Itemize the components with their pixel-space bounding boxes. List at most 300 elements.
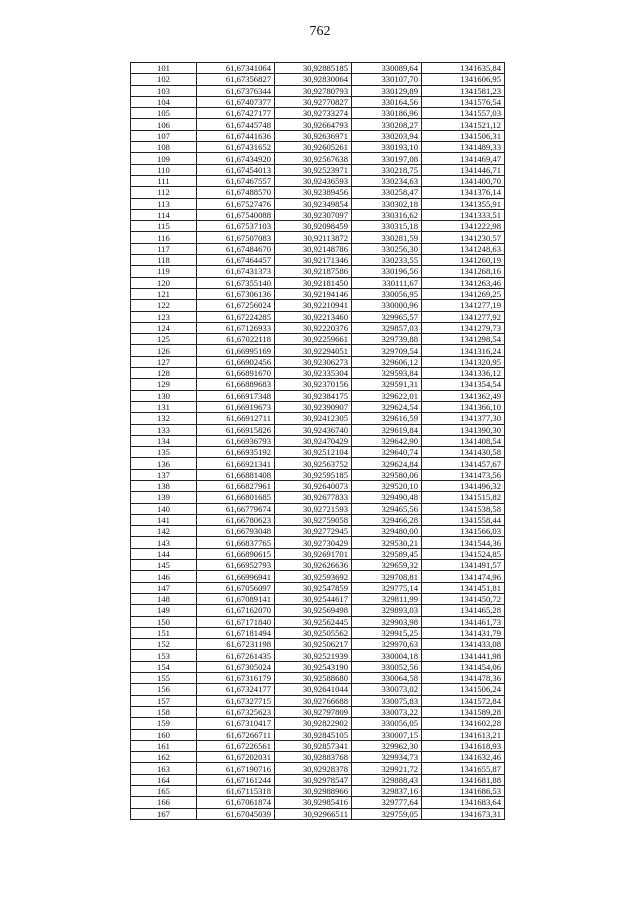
x-coordinate-cell: 330234,63 [352,175,422,186]
table-row [131,175,505,186]
table-row [131,311,505,322]
longitude-cell: 30,92857341 [275,740,352,751]
point-number-cell: 125 [131,334,197,345]
point-number-cell: 116 [131,232,197,243]
table-row [131,650,505,661]
latitude-cell: 61,67056097 [197,582,275,593]
point-number-cell: 106 [131,119,197,130]
table-row [131,63,505,74]
table-row [131,243,505,254]
point-number-cell: 140 [131,503,197,514]
latitude-cell: 61,67126933 [197,322,275,333]
y-coordinate-cell: 1341474,96 [422,571,505,582]
x-coordinate-cell: 329490,48 [352,492,422,503]
point-number-cell: 139 [131,492,197,503]
table-row [131,729,505,740]
y-coordinate-cell: 1341355,91 [422,198,505,209]
table-row [131,752,505,763]
table-row [131,142,505,153]
longitude-cell: 30,92664793 [275,119,352,130]
longitude-cell: 30,92390907 [275,401,352,412]
latitude-cell: 61,66779674 [197,503,275,514]
latitude-cell: 61,67162070 [197,605,275,616]
table-row [131,164,505,175]
y-coordinate-cell: 1341230,57 [422,232,505,243]
longitude-cell: 30,92780793 [275,85,352,96]
x-coordinate-cell: 329624,84 [352,458,422,469]
y-coordinate-cell: 1341400,70 [422,175,505,186]
table-row [131,108,505,119]
latitude-cell: 61,67022118 [197,334,275,345]
x-coordinate-cell: 329857,03 [352,322,422,333]
table-row [131,187,505,198]
table-row [131,639,505,650]
y-coordinate-cell: 1341366,10 [422,401,505,412]
point-number-cell: 114 [131,209,197,220]
longitude-cell: 30,92988966 [275,786,352,797]
x-coordinate-cell: 329659,32 [352,560,422,571]
y-coordinate-cell: 1341566,03 [422,526,505,537]
point-number-cell: 113 [131,198,197,209]
y-coordinate-cell: 1341446,71 [422,164,505,175]
longitude-cell: 30,92370156 [275,379,352,390]
point-number-cell: 103 [131,85,197,96]
latitude-cell: 61,66793048 [197,526,275,537]
latitude-cell: 61,67464457 [197,255,275,266]
x-coordinate-cell: 329580,06 [352,469,422,480]
y-coordinate-cell: 1341457,67 [422,458,505,469]
y-coordinate-cell: 1341433,08 [422,639,505,650]
y-coordinate-cell: 1341576,54 [422,96,505,107]
table-row [131,424,505,435]
table-row [131,616,505,627]
x-coordinate-cell: 330111,67 [352,277,422,288]
latitude-cell: 61,66936793 [197,435,275,446]
point-number-cell: 154 [131,661,197,672]
longitude-cell: 30,92985416 [275,797,352,808]
point-number-cell: 150 [131,616,197,627]
point-number-cell: 127 [131,356,197,367]
point-number-cell: 131 [131,401,197,412]
latitude-cell: 61,67454013 [197,164,275,175]
longitude-cell: 30,92822902 [275,718,352,729]
x-coordinate-cell: 330089,64 [352,63,422,74]
point-number-cell: 117 [131,243,197,254]
x-coordinate-cell: 330256,30 [352,243,422,254]
latitude-cell: 61,67467557 [197,175,275,186]
table-row [131,582,505,593]
y-coordinate-cell: 1341408,54 [422,435,505,446]
y-coordinate-cell: 1341606,95 [422,74,505,85]
y-coordinate-cell: 1341461,73 [422,616,505,627]
latitude-cell: 61,66921341 [197,458,275,469]
point-number-cell: 110 [131,164,197,175]
longitude-cell: 30,92593692 [275,571,352,582]
longitude-cell: 30,92626636 [275,560,352,571]
latitude-cell: 61,67061874 [197,797,275,808]
x-coordinate-cell: 329520,10 [352,480,422,491]
longitude-cell: 30,92759058 [275,514,352,525]
longitude-cell: 30,92563752 [275,458,352,469]
point-number-cell: 119 [131,266,197,277]
longitude-cell: 30,92294051 [275,345,352,356]
x-coordinate-cell: 329903,98 [352,616,422,627]
x-coordinate-cell: 330258,47 [352,187,422,198]
point-number-cell: 124 [131,322,197,333]
x-coordinate-cell: 329811,99 [352,593,422,604]
latitude-cell: 61,67115318 [197,786,275,797]
y-coordinate-cell: 1341581,23 [422,85,505,96]
x-coordinate-cell: 330052,56 [352,661,422,672]
y-coordinate-cell: 1341377,30 [422,413,505,424]
longitude-cell: 30,92210941 [275,300,352,311]
longitude-cell: 30,92505562 [275,627,352,638]
x-coordinate-cell: 329466,28 [352,514,422,525]
table-row [131,797,505,808]
point-number-cell: 161 [131,740,197,751]
longitude-cell: 30,92562445 [275,616,352,627]
point-number-cell: 160 [131,729,197,740]
point-number-cell: 144 [131,548,197,559]
table-row [131,288,505,299]
point-number-cell: 141 [131,514,197,525]
x-coordinate-cell: 330107,70 [352,74,422,85]
x-coordinate-cell: 329642,90 [352,435,422,446]
latitude-cell: 61,67356827 [197,74,275,85]
table-row [131,673,505,684]
point-number-cell: 129 [131,379,197,390]
y-coordinate-cell: 1341268,16 [422,266,505,277]
table-row [131,605,505,616]
point-number-cell: 162 [131,752,197,763]
x-coordinate-cell: 330000,96 [352,300,422,311]
table-row [131,119,505,130]
table-row [131,221,505,232]
point-number-cell: 148 [131,593,197,604]
longitude-cell: 30,92547859 [275,582,352,593]
y-coordinate-cell: 1341618,93 [422,740,505,751]
y-coordinate-cell: 1341277,92 [422,311,505,322]
x-coordinate-cell: 329934,73 [352,752,422,763]
table-row [131,808,505,819]
x-coordinate-cell: 330218,75 [352,164,422,175]
y-coordinate-cell: 1341496,32 [422,480,505,491]
longitude-cell: 30,92384175 [275,390,352,401]
table-row [131,695,505,706]
x-coordinate-cell: 329622,01 [352,390,422,401]
x-coordinate-cell: 329921,72 [352,763,422,774]
latitude-cell: 61,67231198 [197,639,275,650]
y-coordinate-cell: 1341632,46 [422,752,505,763]
point-number-cell: 126 [131,345,197,356]
point-number-cell: 120 [131,277,197,288]
x-coordinate-cell: 330208,27 [352,119,422,130]
x-coordinate-cell: 329965,57 [352,311,422,322]
x-coordinate-cell: 329739,88 [352,334,422,345]
longitude-cell: 30,92636971 [275,130,352,141]
longitude-cell: 30,92770827 [275,96,352,107]
latitude-cell: 61,67376344 [197,85,275,96]
page-number: 762 [309,24,331,39]
coordinates-table-body [131,63,505,820]
longitude-cell: 30,92187586 [275,266,352,277]
y-coordinate-cell: 1341362,49 [422,390,505,401]
table-row [131,232,505,243]
x-coordinate-cell: 329589,45 [352,548,422,559]
table-row [131,368,505,379]
latitude-cell: 61,67324177 [197,684,275,695]
y-coordinate-cell: 1341454,06 [422,661,505,672]
table-row [131,593,505,604]
longitude-cell: 30,92721593 [275,503,352,514]
x-coordinate-cell: 330196,56 [352,266,422,277]
x-coordinate-cell: 330004,18 [352,650,422,661]
x-coordinate-cell: 329616,59 [352,413,422,424]
point-number-cell: 164 [131,774,197,785]
longitude-cell: 30,92148786 [275,243,352,254]
y-coordinate-cell: 1341277,19 [422,300,505,311]
longitude-cell: 30,92883768 [275,752,352,763]
point-number-cell: 155 [131,673,197,684]
x-coordinate-cell: 330073,22 [352,706,422,717]
longitude-cell: 30,92928378 [275,763,352,774]
point-number-cell: 151 [131,627,197,638]
point-number-cell: 108 [131,142,197,153]
x-coordinate-cell: 330164,56 [352,96,422,107]
latitude-cell: 61,66912711 [197,413,275,424]
y-coordinate-cell: 1341521,12 [422,119,505,130]
latitude-cell: 61,67226561 [197,740,275,751]
x-coordinate-cell: 329640,74 [352,447,422,458]
point-number-cell: 102 [131,74,197,85]
latitude-cell: 61,66837765 [197,537,275,548]
latitude-cell: 61,67441636 [197,130,275,141]
y-coordinate-cell: 1341491,57 [422,560,505,571]
x-coordinate-cell: 329480,00 [352,526,422,537]
point-number-cell: 163 [131,763,197,774]
point-number-cell: 138 [131,480,197,491]
table-row [131,435,505,446]
y-coordinate-cell: 1341572,84 [422,695,505,706]
longitude-cell: 30,92691701 [275,548,352,559]
table-row [131,266,505,277]
longitude-cell: 30,92978547 [275,774,352,785]
x-coordinate-cell: 329915,25 [352,627,422,638]
x-coordinate-cell: 329777,64 [352,797,422,808]
longitude-cell: 30,92567638 [275,153,352,164]
point-number-cell: 107 [131,130,197,141]
latitude-cell: 61,67171840 [197,616,275,627]
x-coordinate-cell: 330233,55 [352,255,422,266]
latitude-cell: 61,67488570 [197,187,275,198]
point-number-cell: 105 [131,108,197,119]
table-row [131,413,505,424]
y-coordinate-cell: 1341248,63 [422,243,505,254]
table-row [131,548,505,559]
point-number-cell: 165 [131,786,197,797]
y-coordinate-cell: 1341524,85 [422,548,505,559]
latitude-cell: 61,67341064 [197,63,275,74]
table-row [131,209,505,220]
table-row [131,130,505,141]
longitude-cell: 30,92436740 [275,424,352,435]
latitude-cell: 61,66890615 [197,548,275,559]
longitude-cell: 30,92194146 [275,288,352,299]
longitude-cell: 30,92181450 [275,277,352,288]
table-row [131,96,505,107]
longitude-cell: 30,92605261 [275,142,352,153]
x-coordinate-cell: 329624,54 [352,401,422,412]
longitude-cell: 30,92259661 [275,334,352,345]
x-coordinate-cell: 329619,84 [352,424,422,435]
latitude-cell: 61,67507083 [197,232,275,243]
table-row [131,526,505,537]
y-coordinate-cell: 1341269,25 [422,288,505,299]
point-number-cell: 147 [131,582,197,593]
y-coordinate-cell: 1341558,44 [422,514,505,525]
point-number-cell: 133 [131,424,197,435]
latitude-cell: 61,67181494 [197,627,275,638]
point-number-cell: 130 [131,390,197,401]
point-number-cell: 135 [131,447,197,458]
longitude-cell: 30,92543190 [275,661,352,672]
latitude-cell: 61,67045039 [197,808,275,819]
latitude-cell: 61,66881408 [197,469,275,480]
longitude-cell: 30,92966511 [275,808,352,819]
latitude-cell: 61,67202031 [197,752,275,763]
x-coordinate-cell: 330315,18 [352,221,422,232]
point-number-cell: 153 [131,650,197,661]
point-number-cell: 123 [131,311,197,322]
point-number-cell: 122 [131,300,197,311]
x-coordinate-cell: 330056,95 [352,288,422,299]
y-coordinate-cell: 1341681,88 [422,774,505,785]
table-row [131,356,505,367]
point-number-cell: 132 [131,413,197,424]
latitude-cell: 61,67431373 [197,266,275,277]
longitude-cell: 30,92733274 [275,108,352,119]
point-number-cell: 128 [131,368,197,379]
point-number-cell: 152 [131,639,197,650]
point-number-cell: 145 [131,560,197,571]
x-coordinate-cell: 329837,16 [352,786,422,797]
point-number-cell: 136 [131,458,197,469]
y-coordinate-cell: 1341683,64 [422,797,505,808]
y-coordinate-cell: 1341515,82 [422,492,505,503]
longitude-cell: 30,92569498 [275,605,352,616]
longitude-cell: 30,92595185 [275,469,352,480]
table-row [131,345,505,356]
longitude-cell: 30,92845105 [275,729,352,740]
x-coordinate-cell: 330186,96 [352,108,422,119]
latitude-cell: 61,66891670 [197,368,275,379]
x-coordinate-cell: 330129,89 [352,85,422,96]
point-number-cell: 115 [131,221,197,232]
longitude-cell: 30,92797809 [275,706,352,717]
table-row [131,503,505,514]
longitude-cell: 30,92307097 [275,209,352,220]
table-row [131,492,505,503]
x-coordinate-cell: 329709,54 [352,345,422,356]
y-coordinate-cell: 1341473,56 [422,469,505,480]
y-coordinate-cell: 1341489,33 [422,142,505,153]
latitude-cell: 61,66827961 [197,480,275,491]
x-coordinate-cell: 329888,43 [352,774,422,785]
table-row [131,334,505,345]
latitude-cell: 61,67306136 [197,288,275,299]
longitude-cell: 30,92766688 [275,695,352,706]
x-coordinate-cell: 329593,84 [352,368,422,379]
latitude-cell: 61,67310417 [197,718,275,729]
point-number-cell: 146 [131,571,197,582]
latitude-cell: 61,67325623 [197,706,275,717]
table-row [131,763,505,774]
table-row [131,537,505,548]
latitude-cell: 61,67161244 [197,774,275,785]
table-row [131,401,505,412]
y-coordinate-cell: 1341673,31 [422,808,505,819]
y-coordinate-cell: 1341451,81 [422,582,505,593]
table-row [131,469,505,480]
point-number-cell: 111 [131,175,197,186]
latitude-cell: 61,66995169 [197,345,275,356]
longitude-cell: 30,92830064 [275,74,352,85]
longitude-cell: 30,92588680 [275,673,352,684]
y-coordinate-cell: 1341354,54 [422,379,505,390]
longitude-cell: 30,92523971 [275,164,352,175]
table-row [131,153,505,164]
y-coordinate-cell: 1341298,54 [422,334,505,345]
table-row [131,447,505,458]
x-coordinate-cell: 329530,21 [352,537,422,548]
y-coordinate-cell: 1341333,51 [422,209,505,220]
x-coordinate-cell: 329759,05 [352,808,422,819]
x-coordinate-cell: 330007,15 [352,729,422,740]
table-row [131,627,505,638]
y-coordinate-cell: 1341506,31 [422,130,505,141]
table-row [131,480,505,491]
longitude-cell: 30,92730429 [275,537,352,548]
table-row [131,718,505,729]
table-row [131,571,505,582]
x-coordinate-cell: 330203,94 [352,130,422,141]
y-coordinate-cell: 1341478,36 [422,673,505,684]
longitude-cell: 30,92389456 [275,187,352,198]
table-row [131,740,505,751]
y-coordinate-cell: 1341602,28 [422,718,505,729]
x-coordinate-cell: 330316,62 [352,209,422,220]
table-row [131,774,505,785]
y-coordinate-cell: 1341506,24 [422,684,505,695]
longitude-cell: 30,92641044 [275,684,352,695]
y-coordinate-cell: 1341336,12 [422,368,505,379]
y-coordinate-cell: 1341316,24 [422,345,505,356]
longitude-cell: 30,92772945 [275,526,352,537]
longitude-cell: 30,92349854 [275,198,352,209]
table-row [131,458,505,469]
table-row [131,390,505,401]
longitude-cell: 30,92412305 [275,413,352,424]
latitude-cell: 61,67407377 [197,96,275,107]
point-number-cell: 118 [131,255,197,266]
longitude-cell: 30,92098459 [275,221,352,232]
latitude-cell: 61,67305024 [197,661,275,672]
longitude-cell: 30,92335304 [275,368,352,379]
table-row [131,514,505,525]
latitude-cell: 61,67190716 [197,763,275,774]
x-coordinate-cell: 330056,05 [352,718,422,729]
x-coordinate-cell: 330193,10 [352,142,422,153]
